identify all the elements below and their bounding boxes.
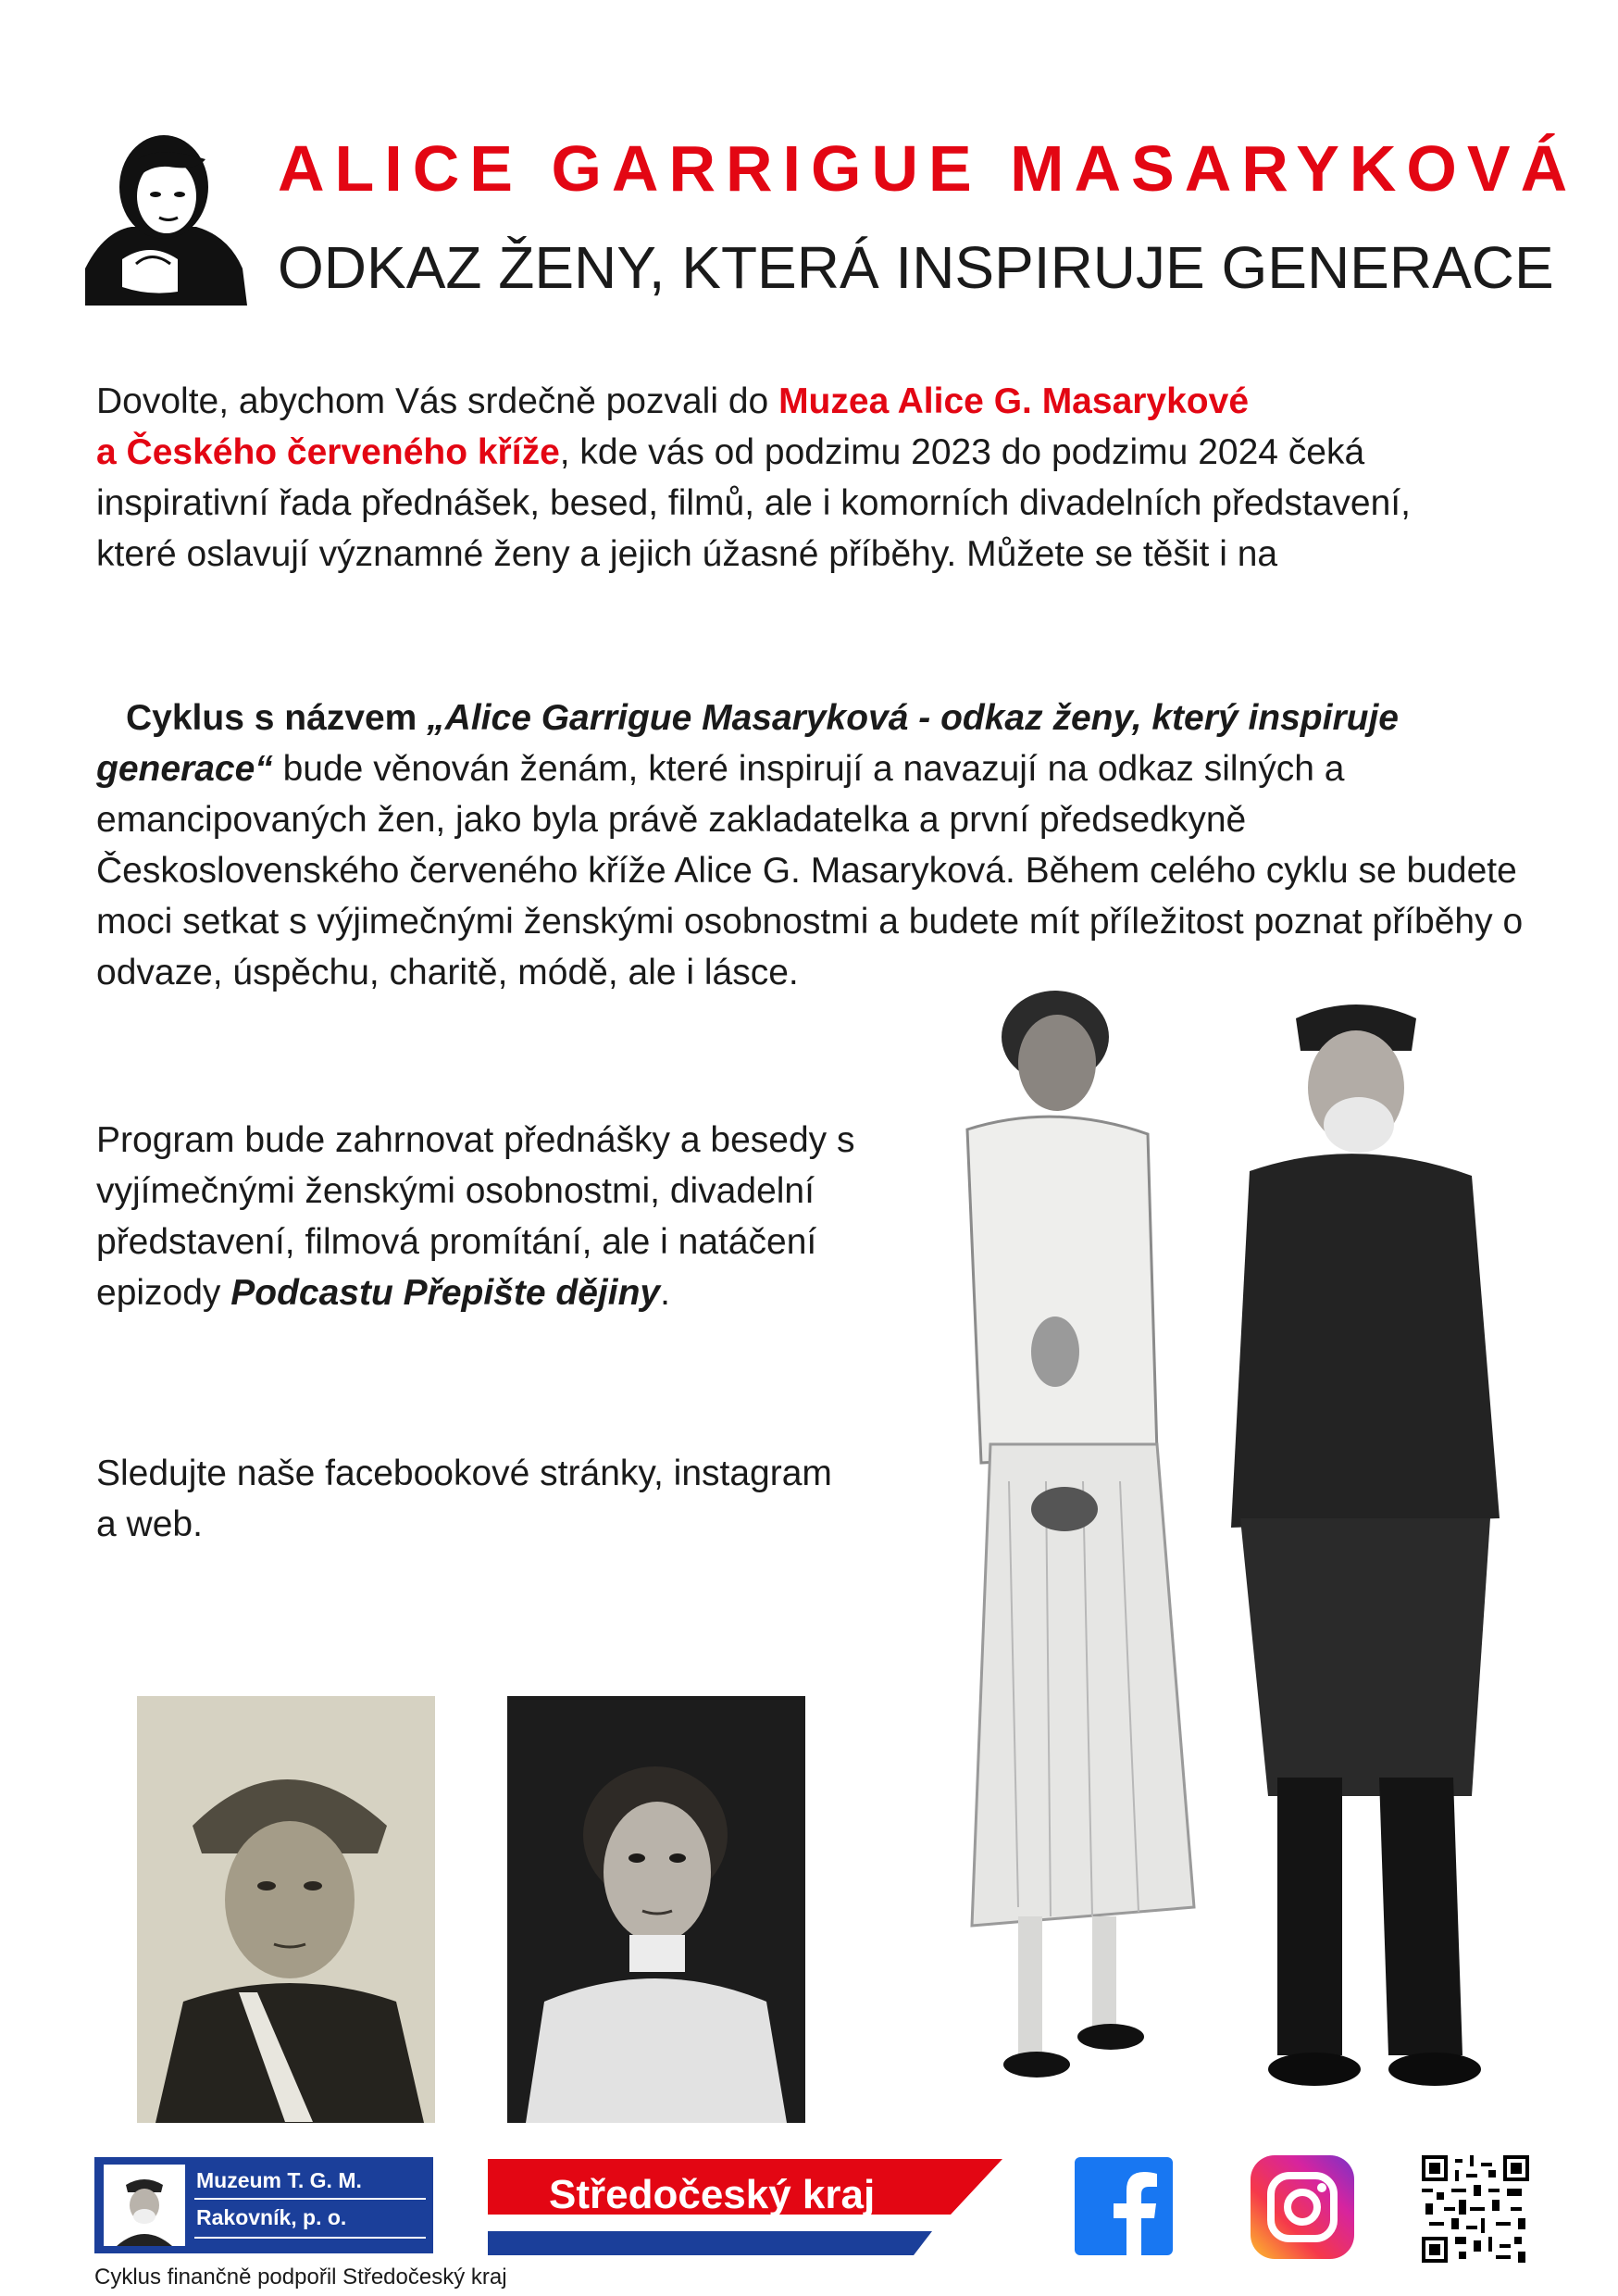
museum-divider xyxy=(194,2198,426,2200)
historical-photo-couple xyxy=(879,963,1546,2111)
facebook-icon[interactable] xyxy=(1075,2157,1173,2255)
funding-note: Cyklus finančně podpořil Středočeský kraj xyxy=(94,2265,507,2290)
historical-photo-woman-portrait xyxy=(507,1696,805,2123)
program-paragraph: Program bude zahrnovat přednášky a besedy s vyjímečnými ženskými osobnostmi, divadelní představení, filmová promítání, ale i natáčení epizody Podcastu Přepište dějiny. xyxy=(96,1120,855,1313)
museum-portrait-icon xyxy=(104,2165,185,2246)
museum-name-highlight: Muzea Alice G. Masarykové xyxy=(778,381,1250,421)
stredocesky-kraj-logo[interactable] xyxy=(488,2159,1002,2255)
follow-paragraph: Sledujte naše facebookové stránky, instagram a web. xyxy=(96,1454,832,1544)
intro-paragraph: Dovolte, abychom Vás srdečně pozvali do Muzea Alice G. Masarykové a Českého červeného kříže, kde vás od podzimu 2023 do podzimu 2024 čeká inspirativní řada přednášek, besed, filmů, ale i komorních divadelních představení, které oslavují významné ženy a jejich úžasné příběhy. Můžete se těšit i na xyxy=(96,381,1411,574)
museum-tgm-logo[interactable] xyxy=(94,2157,433,2253)
museum-divider-bottom xyxy=(194,2237,426,2239)
podcast-name: Podcastu Přepište dějiny xyxy=(230,1273,661,1313)
page-title: ALICE GARRIGUE MASARYKOVÁ xyxy=(278,132,1578,205)
cycle-paragraph: Cyklus s názvem „Alice Garrigue Masaryková - odkaz ženy, který inspiruje generace“ bude věnován ženám, které inspirují a navazují na odkaz silných a emancipovaných žen, jako byla právě zakladatelka a první předsedkyně Československého červeného kříže Alice G. Masaryková. Během celého cyklu se budete moci setkat s výjimečnými ženskými osobnostmi a budete mít příležitost poznat příběhy o odvaze, úspěchu, charitě, módě, ale i lásce. xyxy=(96,698,1524,992)
red-cross-highlight: a Českého červeného kříže xyxy=(96,432,560,472)
instagram-icon[interactable] xyxy=(1251,2155,1354,2259)
historical-photo-woman-hat xyxy=(137,1696,435,2123)
alice-portrait-illustration xyxy=(67,120,261,306)
page-subtitle: ODKAZ ŽENY, KTERÁ INSPIRUJE GENERACE xyxy=(278,234,1554,301)
cycle-name: „Alice Garrigue Masaryková - odkaz ženy, který inspiruje generace“ xyxy=(96,698,1399,789)
museum-name-line2: Rakovník, p. o. xyxy=(196,2205,347,2229)
museum-name-line1: Muzeum T. G. M. xyxy=(196,2168,362,2192)
kraj-name: Středočeský kraj xyxy=(549,2172,876,2217)
qr-code-icon[interactable] xyxy=(1422,2155,1529,2263)
